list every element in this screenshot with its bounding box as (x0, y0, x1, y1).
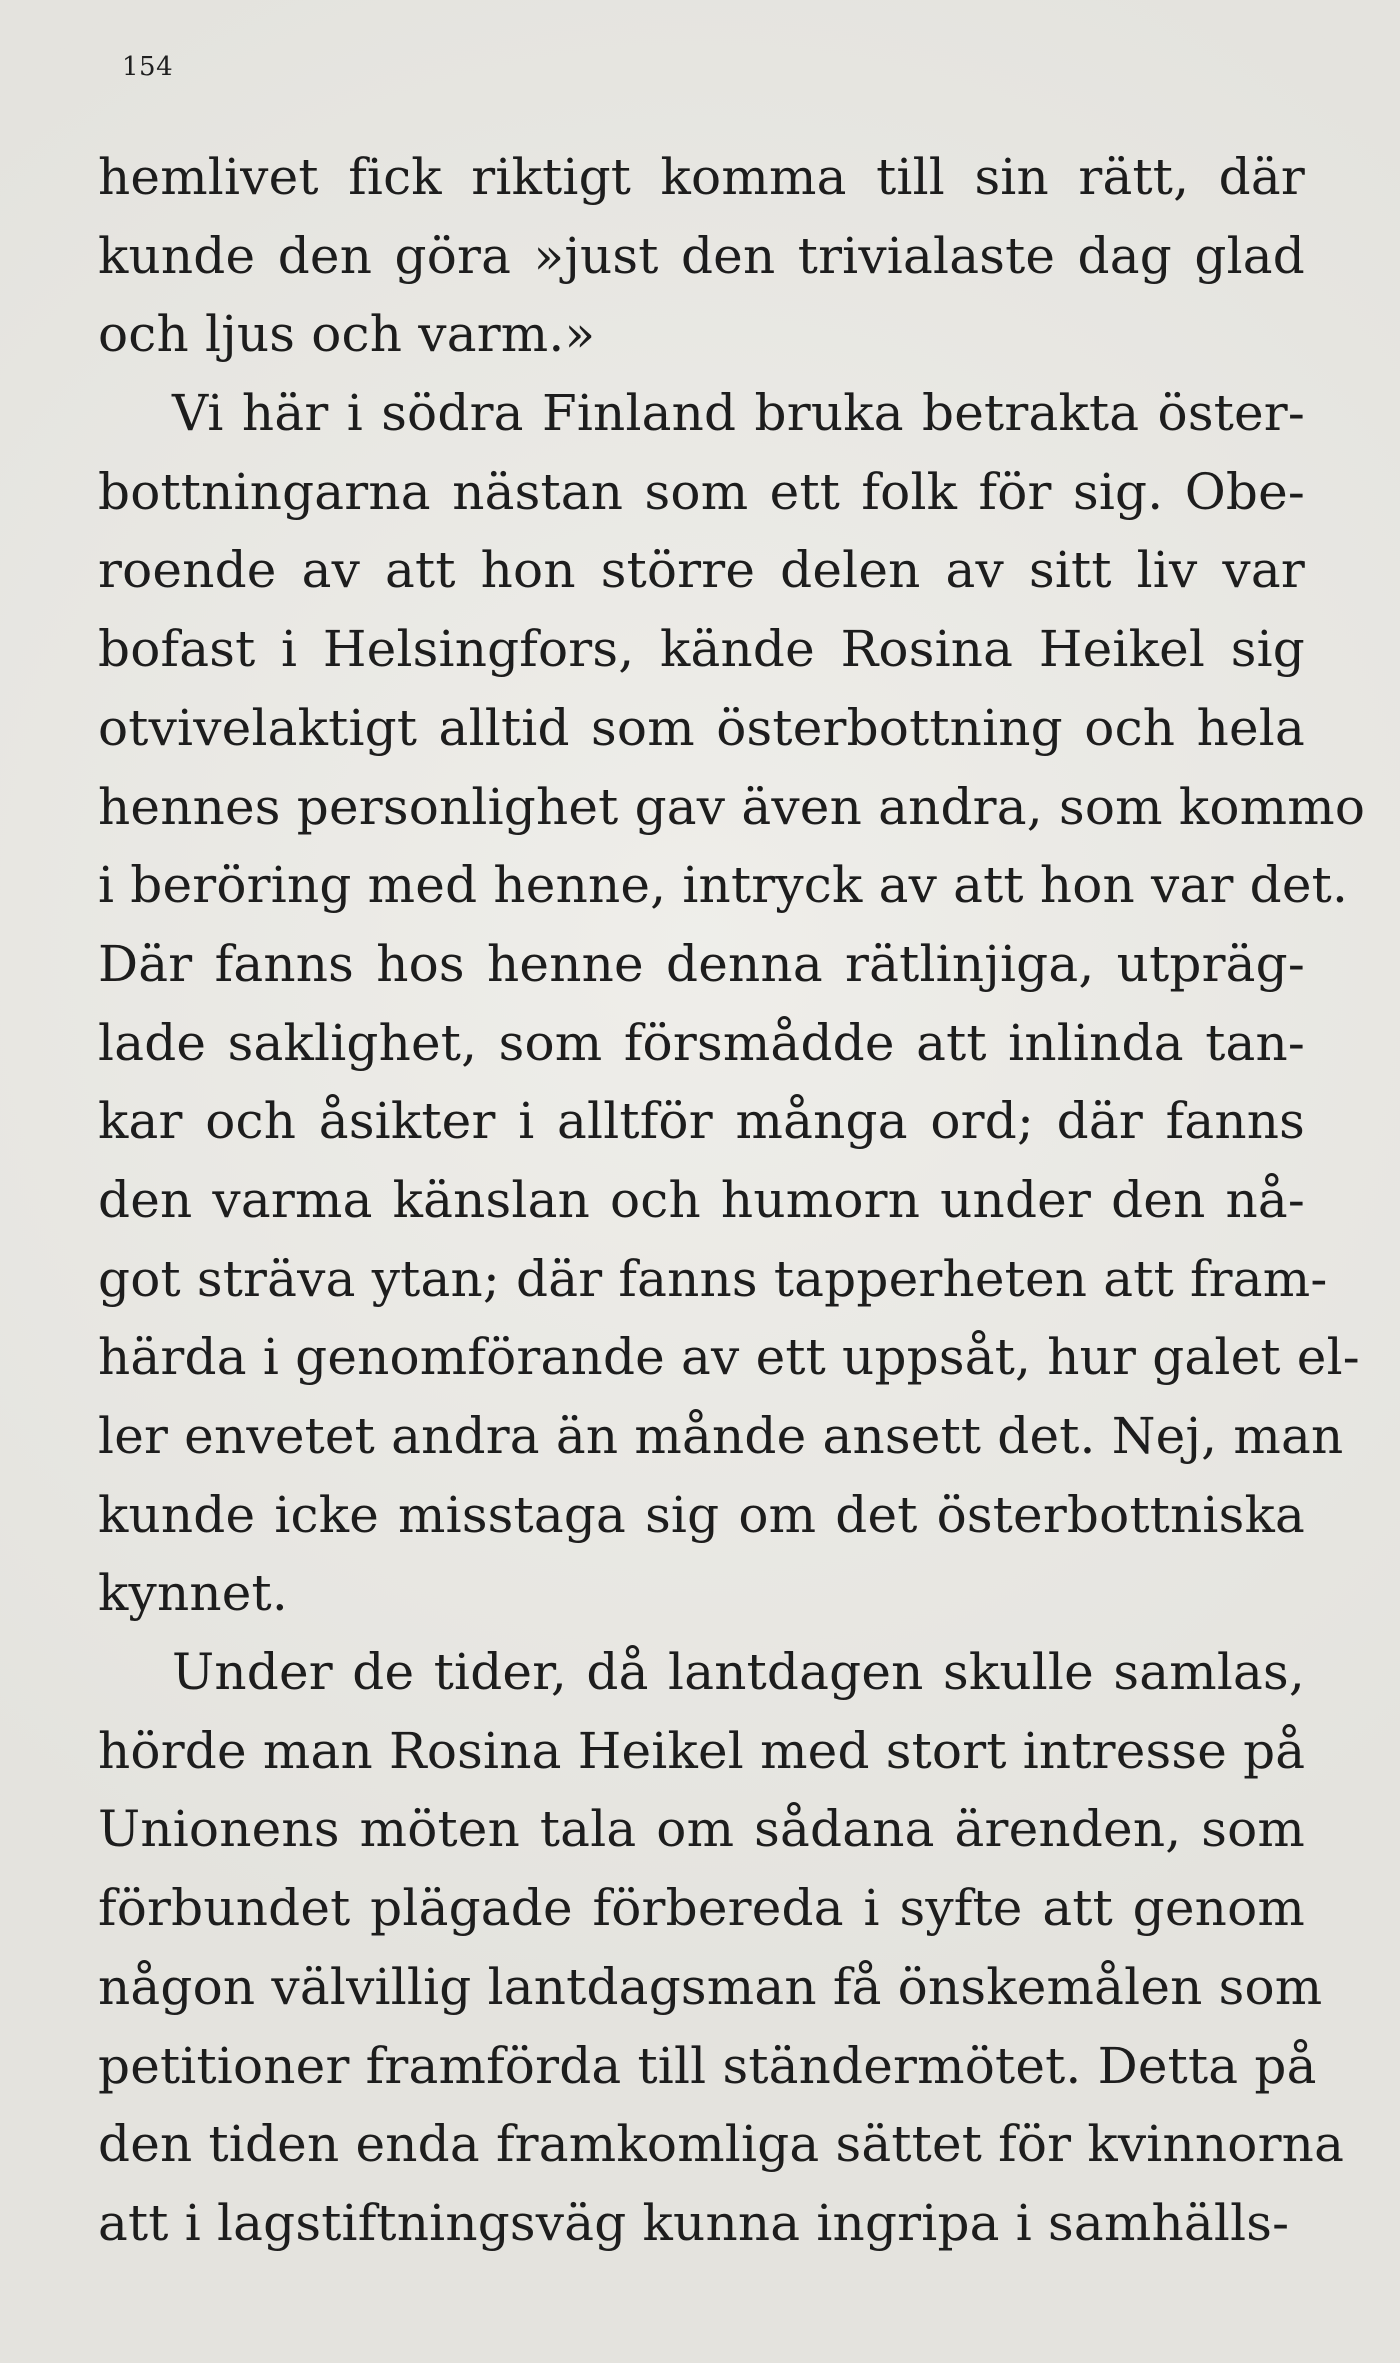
text-line: bottningarna nästan som ett folk för sig. Obe- (98, 462, 1305, 521)
text-line: den tiden enda framkomliga sättet för kvinnorna (98, 2115, 1345, 2174)
text-line: petitioner framförda till ständermötet. Detta på (98, 2036, 1317, 2095)
text-line: kunde den göra »just den trivialaste dag glad (98, 226, 1305, 285)
text-line: otvivelaktigt alltid som österbottning och hela (98, 698, 1305, 757)
text-line: Unionens möten tala om sådana ärenden, som (98, 1800, 1305, 1859)
page-number: 154 (122, 52, 174, 82)
text-line: kynnet. (98, 1564, 288, 1623)
text-line: roende av att hon större delen av sitt liv var (98, 541, 1305, 600)
text-line: den varma känslan och humorn under den nå- (98, 1170, 1305, 1229)
text-line: bofast i Helsingfors, kände Rosina Heikel sig (98, 620, 1305, 679)
text-line: kunde icke misstaga sig om det österbottniska (98, 1485, 1305, 1544)
text-line: got sträva ytan; där fanns tapperheten att fram- (98, 1249, 1328, 1308)
text-line: Vi här i södra Finland bruka betrakta öster- (172, 384, 1305, 443)
text-line: att i lagstiftningsväg kunna ingripa i samhälls- (98, 2193, 1290, 2252)
body-text (98, 138, 1366, 2263)
text-line: hennes personlighet gav även andra, som kommo (98, 777, 1366, 836)
text-line: och ljus och varm.» (98, 305, 596, 364)
text-line: ler envetet andra än månde ansett det. Nej, man (98, 1407, 1344, 1465)
text-line: hemlivet fick riktigt komma till sin rätt, där (98, 148, 1305, 206)
text-line: hörde man Rosina Heikel med stort intresse på (98, 1721, 1306, 1780)
text-line: kar och åsikter i alltför många ord; där fanns (98, 1092, 1305, 1151)
text-line: Under de tider, då lantdagen skulle samlas, (172, 1643, 1305, 1702)
text-line: härda i genomförande av ett uppsåt, hur galet el- (98, 1328, 1360, 1387)
text-line: Där fanns hos henne denna rätlinjiga, utpräg- (98, 934, 1305, 993)
text-line: någon välvillig lantdagsman få önskemålen som (98, 1957, 1323, 2016)
text-line: förbundet plägade förbereda i syfte att genom (98, 1879, 1305, 1938)
text-line: lade saklighet, som försmådde att inlinda tan- (98, 1013, 1305, 1072)
text-line: i beröring med henne, intryck av att hon var det. (98, 856, 1349, 915)
